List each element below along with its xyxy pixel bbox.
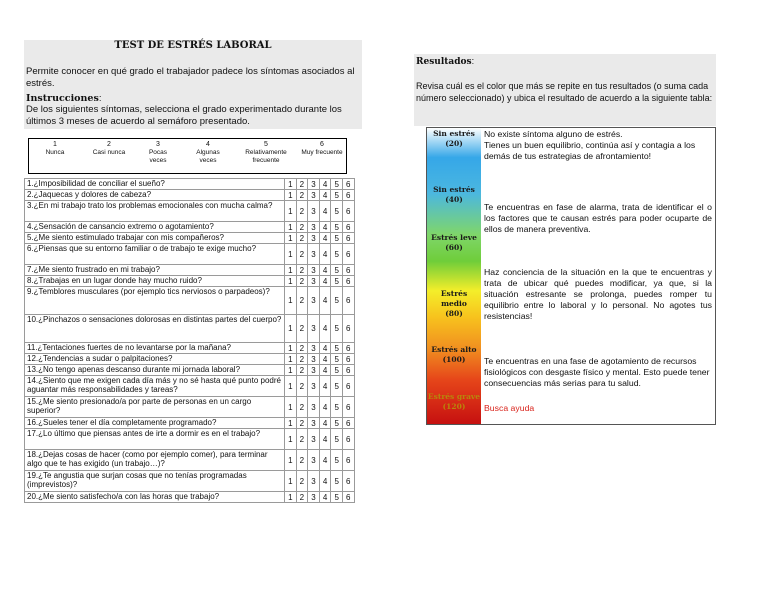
- scale-number: 5: [264, 141, 268, 148]
- answer-option-6[interactable]: 6: [342, 397, 354, 418]
- answer-option-5[interactable]: 5: [331, 450, 343, 471]
- answer-option-1[interactable]: 1: [285, 376, 297, 397]
- scale-item-1: [33, 141, 77, 157]
- question-text: 5.¿Me siento estimulado trabajar con mis compañeros?: [25, 233, 285, 244]
- question-row: [25, 354, 355, 365]
- answer-option-5[interactable]: 5: [331, 276, 343, 287]
- answer-option-4[interactable]: 4: [319, 287, 331, 315]
- question-row: [25, 365, 355, 376]
- answer-option-4[interactable]: 4: [319, 190, 331, 201]
- answer-option-4[interactable]: 4: [319, 354, 331, 365]
- question-row: [25, 418, 355, 429]
- question-row: [25, 190, 355, 201]
- instructions-colon: :: [98, 93, 102, 104]
- level-range: (40): [445, 195, 463, 204]
- question-row: [25, 450, 355, 471]
- test-header: [24, 40, 362, 129]
- scale-number: 6: [320, 141, 324, 148]
- answer-option-6[interactable]: 6: [342, 287, 354, 315]
- answer-option-3[interactable]: 3: [308, 265, 320, 276]
- question-text: 10.¿Pinchazos o sensaciones dolorosas en distintas partes del cuerpo?: [25, 315, 285, 343]
- level-name: Estrés alto: [431, 345, 477, 354]
- answer-option-1[interactable]: 1: [285, 179, 297, 190]
- answer-option-5[interactable]: 5: [331, 343, 343, 354]
- answer-option-1[interactable]: 1: [285, 471, 297, 492]
- answer-option-2[interactable]: 2: [296, 397, 308, 418]
- answer-option-1[interactable]: 1: [285, 201, 297, 222]
- level-range: (60): [445, 243, 463, 252]
- scale-number: 3: [156, 141, 160, 148]
- answer-option-1[interactable]: 1: [285, 397, 297, 418]
- scale-number: 4: [206, 141, 210, 148]
- answer-option-6[interactable]: 6: [342, 429, 354, 450]
- answer-option-5[interactable]: 5: [331, 201, 343, 222]
- answer-option-3[interactable]: 3: [308, 287, 320, 315]
- answer-option-6[interactable]: 6: [342, 265, 354, 276]
- answer-option-1[interactable]: 1: [285, 222, 297, 233]
- question-text: 1.¿Imposibilidad de conciliar el sueño?: [25, 179, 285, 190]
- answer-option-1[interactable]: 1: [285, 244, 297, 265]
- scale-item-2: [79, 141, 139, 157]
- answer-option-1[interactable]: 1: [285, 492, 297, 503]
- level-name: Sin estrés: [433, 129, 475, 138]
- question-row: [25, 244, 355, 265]
- question-text: 9.¿Temblores musculares (por ejemplo tics nerviosos o parpadeos)?: [25, 287, 285, 315]
- level-range: (100): [442, 355, 466, 364]
- question-row: [25, 315, 355, 343]
- answer-option-3[interactable]: 3: [308, 343, 320, 354]
- answer-option-2[interactable]: 2: [296, 365, 308, 376]
- question-row: [25, 471, 355, 492]
- answer-option-6[interactable]: 6: [342, 343, 354, 354]
- question-text: 13.¿No tengo apenas descanso durante mi jornada laboral?: [25, 365, 285, 376]
- level-estres-medio: [427, 289, 481, 319]
- answer-option-4[interactable]: 4: [319, 397, 331, 418]
- answer-option-2[interactable]: 2: [296, 376, 308, 397]
- answer-option-6[interactable]: 6: [342, 201, 354, 222]
- question-text: 3.¿En mi trabajo trato los problemas emocionales con mucha calma?: [25, 201, 285, 222]
- answer-option-2[interactable]: 2: [296, 471, 308, 492]
- answer-option-5[interactable]: 5: [331, 418, 343, 429]
- answer-option-6[interactable]: 6: [342, 492, 354, 503]
- answer-option-4[interactable]: 4: [319, 471, 331, 492]
- answer-option-5[interactable]: 5: [331, 233, 343, 244]
- answer-option-5[interactable]: 5: [331, 397, 343, 418]
- answer-option-4[interactable]: 4: [319, 376, 331, 397]
- level-range: (120): [442, 402, 466, 411]
- test-title: TEST DE ESTRÉS LABORAL: [114, 40, 272, 51]
- level-name: Sin estrés: [433, 185, 475, 194]
- answer-option-5[interactable]: 5: [331, 179, 343, 190]
- answer-option-3[interactable]: 3: [308, 471, 320, 492]
- answer-option-4[interactable]: 4: [319, 265, 331, 276]
- answer-option-4[interactable]: 4: [319, 233, 331, 244]
- instructions-text: De los siguientes síntomas, selecciona el grado experimentado durante los últimos 3 meses de acuerdo al semáforo presentado.: [26, 104, 342, 127]
- answer-option-5[interactable]: 5: [331, 265, 343, 276]
- answer-option-3[interactable]: 3: [308, 244, 320, 265]
- answer-option-4[interactable]: 4: [319, 343, 331, 354]
- question-text: 20.¿Me siento satisfecho/a con las horas que trabajo?: [25, 492, 285, 503]
- answer-option-2[interactable]: 2: [296, 343, 308, 354]
- answer-option-3[interactable]: 3: [308, 418, 320, 429]
- answer-option-5[interactable]: 5: [331, 190, 343, 201]
- answer-option-2[interactable]: 2: [296, 201, 308, 222]
- question-row: [25, 201, 355, 222]
- question-text: 16.¿Sueles tener el día completamente programado?: [25, 418, 285, 429]
- answer-option-5[interactable]: 5: [331, 244, 343, 265]
- stress-color-gradient: [427, 128, 481, 424]
- answer-option-1[interactable]: 1: [285, 365, 297, 376]
- answer-option-4[interactable]: 4: [319, 450, 331, 471]
- question-text: 8.¿Trabajas en un lugar donde hay mucho ruido?: [25, 276, 285, 287]
- answer-option-6[interactable]: 6: [342, 233, 354, 244]
- result-desc-awareness: Haz conciencia de la situación en la que te encuentras y trata de ubicar qué puedes modificar, ya que, si la situación estresante se prolonga, puedes romper tu equilibrio entre lo laboral y lo personal. No agotes tus resistencias!: [484, 267, 712, 321]
- answer-option-5[interactable]: 5: [331, 287, 343, 315]
- answer-option-3[interactable]: 3: [308, 190, 320, 201]
- answer-option-6[interactable]: 6: [342, 376, 354, 397]
- question-row: [25, 276, 355, 287]
- results-colon: :: [471, 56, 475, 66]
- results-header: [414, 54, 716, 126]
- answer-option-5[interactable]: 5: [331, 222, 343, 233]
- results-label: Resultados: [416, 57, 472, 67]
- level-sin-estres-40: [427, 185, 481, 205]
- question-row: [25, 492, 355, 503]
- answer-option-3[interactable]: 3: [308, 179, 320, 190]
- answer-option-3[interactable]: 3: [308, 365, 320, 376]
- frequency-scale-legend: [28, 138, 347, 174]
- answer-option-5[interactable]: 5: [331, 376, 343, 397]
- answer-option-2[interactable]: 2: [296, 244, 308, 265]
- answer-option-6[interactable]: 6: [342, 276, 354, 287]
- question-text: 6.¿Piensas que su entorno familiar o de trabajo te exige mucho?: [25, 244, 285, 265]
- answer-option-2[interactable]: 2: [296, 222, 308, 233]
- answer-option-2[interactable]: 2: [296, 190, 308, 201]
- answer-option-3[interactable]: 3: [308, 376, 320, 397]
- scale-number: 2: [107, 141, 111, 148]
- question-text: 18.¿Dejas cosas de hacer (como por ejemplo comer), para terminar algo que te has exigido (un trabajo…)?: [25, 450, 285, 471]
- answer-option-6[interactable]: 6: [342, 354, 354, 365]
- answer-option-3[interactable]: 3: [308, 450, 320, 471]
- level-sin-estres-20: [427, 129, 481, 149]
- scale-label: Pocas veces: [148, 149, 168, 164]
- answer-option-3[interactable]: 3: [308, 354, 320, 365]
- answer-option-2[interactable]: 2: [296, 265, 308, 276]
- answer-option-3[interactable]: 3: [308, 276, 320, 287]
- question-row: [25, 287, 355, 315]
- answer-option-1[interactable]: 1: [285, 450, 297, 471]
- level-name: Estrés grave: [427, 392, 481, 401]
- question-text: 11.¿Tentaciones fuertes de no levantarse por la mañana?: [25, 343, 285, 354]
- level-estres-grave: [427, 392, 481, 412]
- answer-option-1[interactable]: 1: [285, 276, 297, 287]
- answer-option-1[interactable]: 1: [285, 265, 297, 276]
- scale-item-3: [140, 141, 176, 165]
- question-text: 12.¿Tendencias a sudar o palpitaciones?: [25, 354, 285, 365]
- answer-option-3[interactable]: 3: [308, 492, 320, 503]
- scale-label: Muy frecuente: [301, 149, 343, 156]
- answer-option-6[interactable]: 6: [342, 471, 354, 492]
- level-estres-alto: [427, 345, 481, 365]
- level-name: Estrés leve: [431, 233, 477, 242]
- answer-option-4[interactable]: 4: [319, 429, 331, 450]
- question-row: [25, 222, 355, 233]
- answer-option-5[interactable]: 5: [331, 492, 343, 503]
- scale-label: Algunas veces: [196, 149, 220, 164]
- answer-option-4[interactable]: 4: [319, 201, 331, 222]
- answer-option-4[interactable]: 4: [319, 365, 331, 376]
- answer-option-3[interactable]: 3: [308, 201, 320, 222]
- results-traffic-light-table: [426, 127, 716, 425]
- answer-option-4[interactable]: 4: [319, 492, 331, 503]
- question-row: [25, 179, 355, 190]
- result-desc-exhaustion: Te encuentras en una fase de agotamiento de recursos fisiológicos con desgaste físico y mental. Esto puede tener consecuencias más serias para tu salud.: [484, 356, 710, 388]
- question-text: 14.¿Siento que me exigen cada día más y no sé hasta qué punto podré aguantar más responsabilidades y tareas?: [25, 376, 285, 397]
- scale-item-5: [237, 141, 295, 165]
- test-intro: Permite conocer en qué grado el trabajador padece los síntomas asociados al estrés.: [26, 66, 355, 89]
- answer-option-4[interactable]: 4: [319, 179, 331, 190]
- answer-option-6[interactable]: 6: [342, 315, 354, 343]
- answer-option-3[interactable]: 3: [308, 315, 320, 343]
- result-desc-no-symptoms: No existe síntoma alguno de estrés.: [484, 129, 623, 139]
- scale-label: Nunca: [45, 149, 65, 156]
- answer-option-6[interactable]: 6: [342, 450, 354, 471]
- question-row: [25, 376, 355, 397]
- scale-item-6: [301, 141, 343, 157]
- answer-option-3[interactable]: 3: [308, 397, 320, 418]
- answer-option-2[interactable]: 2: [296, 492, 308, 503]
- answer-option-1[interactable]: 1: [285, 315, 297, 343]
- answer-option-5[interactable]: 5: [331, 429, 343, 450]
- answer-option-3[interactable]: 3: [308, 222, 320, 233]
- level-name: Estrés medio: [440, 289, 468, 308]
- answer-option-2[interactable]: 2: [296, 354, 308, 365]
- answer-option-1[interactable]: 1: [285, 343, 297, 354]
- answer-option-3[interactable]: 3: [308, 233, 320, 244]
- answer-option-5[interactable]: 5: [331, 365, 343, 376]
- answer-option-4[interactable]: 4: [319, 222, 331, 233]
- answer-option-5[interactable]: 5: [331, 471, 343, 492]
- scale-label: Casi nunca: [92, 149, 126, 156]
- question-text: 17.¿Lo último que piensas antes de irte a dormir es en el trabajo?: [25, 429, 285, 450]
- answer-option-1[interactable]: 1: [285, 233, 297, 244]
- questions-table: [24, 178, 355, 503]
- instructions-label: Instrucciones: [26, 93, 99, 104]
- level-range: (80): [445, 309, 463, 318]
- question-row: [25, 397, 355, 418]
- answer-option-1[interactable]: 1: [285, 429, 297, 450]
- answer-option-6[interactable]: 6: [342, 222, 354, 233]
- answer-option-2[interactable]: 2: [296, 418, 308, 429]
- question-row: [25, 429, 355, 450]
- answer-option-4[interactable]: 4: [319, 418, 331, 429]
- answer-option-6[interactable]: 6: [342, 418, 354, 429]
- results-instructions: Revisa cuál es el color que más se repite en tus resultados (o suma cada número seleccionado) y ubica el resultado de acuerdo a la siguiente tabla:: [416, 81, 713, 103]
- instructions-heading: [26, 93, 101, 104]
- result-desc-seek-help: Busca ayuda: [484, 403, 535, 413]
- answer-option-4[interactable]: 4: [319, 315, 331, 343]
- level-range: (20): [445, 139, 463, 148]
- answer-option-2[interactable]: 2: [296, 287, 308, 315]
- question-text: 15.¿Me siento presionado/a por parte de personas en un cargo superior?: [25, 397, 285, 418]
- answer-option-1[interactable]: 1: [285, 190, 297, 201]
- answer-option-5[interactable]: 5: [331, 315, 343, 343]
- answer-option-2[interactable]: 2: [296, 276, 308, 287]
- answer-option-4[interactable]: 4: [319, 276, 331, 287]
- answer-option-1[interactable]: 1: [285, 354, 297, 365]
- result-desc-alarm: Te encuentras en fase de alarma, trata de identificar el o los factores que te causan estrés para poder ocuparte de ellos de manera preventiva.: [484, 202, 712, 234]
- answer-option-2[interactable]: 2: [296, 429, 308, 450]
- question-row: [25, 233, 355, 244]
- question-text: 19.¿Te angustia que surjan cosas que no tenías programadas (imprevistos)?: [25, 471, 285, 492]
- result-desc-balance: Tienes un buen equilibrio, continúa así y contagia a los demás de tus estrategias de afrontamiento!: [484, 140, 696, 161]
- scale-number: 1: [53, 141, 57, 148]
- answer-option-2[interactable]: 2: [296, 450, 308, 471]
- answer-option-1[interactable]: 1: [285, 287, 297, 315]
- answer-option-2[interactable]: 2: [296, 315, 308, 343]
- answer-option-2[interactable]: 2: [296, 233, 308, 244]
- answer-option-4[interactable]: 4: [319, 244, 331, 265]
- question-text: 2.¿Jaquecas y dolores de cabeza?: [25, 190, 285, 201]
- question-text: 4.¿Sensación de cansancio extremo o agotamiento?: [25, 222, 285, 233]
- question-row: [25, 343, 355, 354]
- answer-option-6[interactable]: 6: [342, 365, 354, 376]
- answer-option-6[interactable]: 6: [342, 179, 354, 190]
- question-text: 7.¿Me siento frustrado en mi trabajo?: [25, 265, 285, 276]
- question-row: [25, 265, 355, 276]
- answer-option-6[interactable]: 6: [342, 190, 354, 201]
- answer-option-1[interactable]: 1: [285, 418, 297, 429]
- scale-item-4: [189, 141, 227, 165]
- results-heading: [416, 56, 474, 67]
- scale-label: Relativamente frecuente: [245, 149, 287, 164]
- level-estres-leve: [427, 233, 481, 253]
- answer-option-6[interactable]: 6: [342, 244, 354, 265]
- answer-option-3[interactable]: 3: [308, 429, 320, 450]
- answer-option-5[interactable]: 5: [331, 354, 343, 365]
- answer-option-2[interactable]: 2: [296, 179, 308, 190]
